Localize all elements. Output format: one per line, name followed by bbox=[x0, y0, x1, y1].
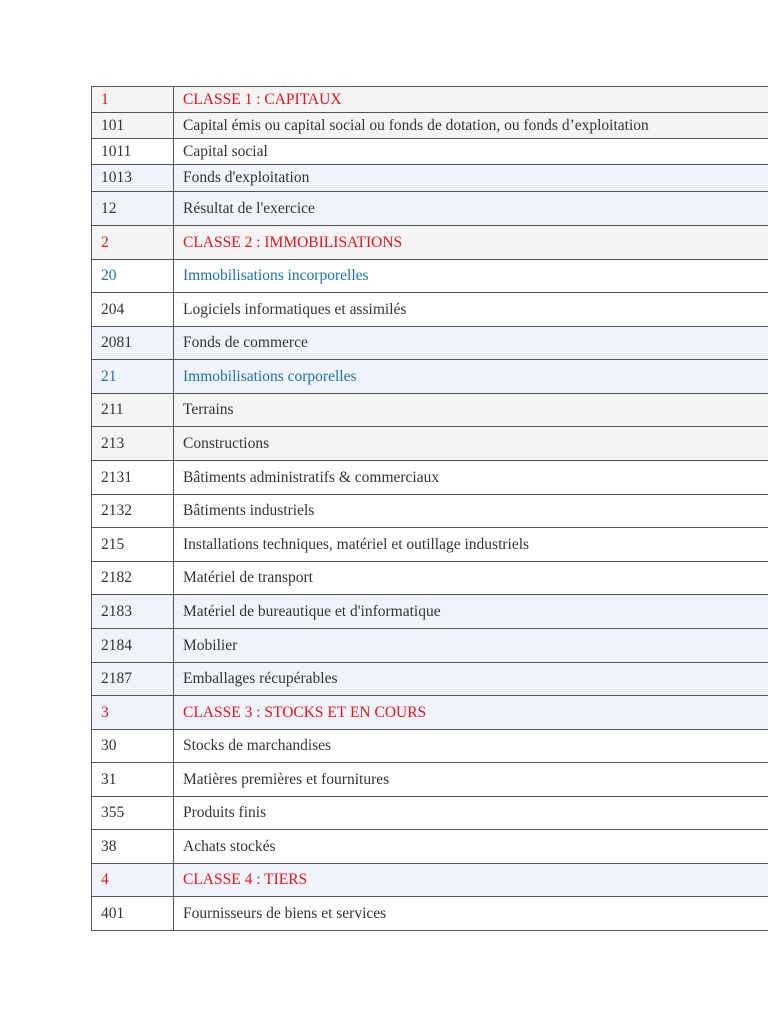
account-code: 20 bbox=[92, 260, 174, 293]
class-header-row bbox=[92, 226, 768, 260]
table-row bbox=[92, 562, 768, 595]
account-code: 2081 bbox=[92, 327, 174, 360]
account-label: Fournisseurs de biens et services bbox=[174, 897, 768, 931]
account-code: 213 bbox=[92, 427, 174, 461]
table-row bbox=[92, 293, 768, 327]
table-body bbox=[92, 87, 768, 931]
account-code: 2183 bbox=[92, 595, 174, 629]
table-row bbox=[92, 897, 768, 931]
account-code: 211 bbox=[92, 394, 174, 427]
account-label: Fonds de commerce bbox=[174, 327, 768, 360]
account-label: CLASSE 3 : STOCKS ET EN COURS bbox=[174, 696, 768, 730]
account-label: Emballages récupérables bbox=[174, 663, 768, 696]
class-header-row bbox=[92, 87, 768, 113]
account-code: 21 bbox=[92, 360, 174, 394]
account-label: Produits finis bbox=[174, 797, 768, 830]
account-code: 38 bbox=[92, 830, 174, 864]
account-code: 2 bbox=[92, 226, 174, 260]
table-row bbox=[92, 327, 768, 360]
account-code: 101 bbox=[92, 113, 174, 139]
account-label: Logiciels informatiques et assimilés bbox=[174, 293, 768, 327]
account-code: 2131 bbox=[92, 461, 174, 495]
class-header-row bbox=[92, 864, 768, 897]
account-label: CLASSE 4 : TIERS bbox=[174, 864, 768, 897]
table-row bbox=[92, 192, 768, 226]
account-code: 2187 bbox=[92, 663, 174, 696]
account-label: Capital social bbox=[174, 139, 768, 165]
table-row bbox=[92, 797, 768, 830]
account-label: Achats stockés bbox=[174, 830, 768, 864]
account-label: Matériel de transport bbox=[174, 562, 768, 595]
account-label: Bâtiments industriels bbox=[174, 495, 768, 528]
table-row bbox=[92, 830, 768, 864]
table-row bbox=[92, 528, 768, 562]
table-row bbox=[92, 495, 768, 528]
account-code: 1013 bbox=[92, 165, 174, 192]
table-row bbox=[92, 763, 768, 797]
table-row bbox=[92, 165, 768, 192]
table-row bbox=[92, 394, 768, 427]
account-label: Immobilisations incorporelles bbox=[174, 260, 768, 293]
account-label: Résultat de l'exercice bbox=[174, 192, 768, 226]
account-label: CLASSE 2 : IMMOBILISATIONS bbox=[174, 226, 768, 260]
account-code: 4 bbox=[92, 864, 174, 897]
table-row bbox=[92, 629, 768, 663]
account-code: 3 bbox=[92, 696, 174, 730]
account-code: 12 bbox=[92, 192, 174, 226]
account-code: 2184 bbox=[92, 629, 174, 663]
account-label: Matériel de bureautique et d'informatique bbox=[174, 595, 768, 629]
table-row bbox=[92, 730, 768, 763]
account-code: 355 bbox=[92, 797, 174, 830]
account-code: 31 bbox=[92, 763, 174, 797]
class-header-row bbox=[92, 696, 768, 730]
table-row bbox=[92, 427, 768, 461]
account-code: 30 bbox=[92, 730, 174, 763]
table-row bbox=[92, 139, 768, 165]
table-row bbox=[92, 663, 768, 696]
table-row bbox=[92, 113, 768, 139]
account-label: Bâtiments administratifs & commerciaux bbox=[174, 461, 768, 495]
account-code: 204 bbox=[92, 293, 174, 327]
account-label: Immobilisations corporelles bbox=[174, 360, 768, 394]
account-code: 2132 bbox=[92, 495, 174, 528]
group-header-row bbox=[92, 360, 768, 394]
account-label: Constructions bbox=[174, 427, 768, 461]
account-label: Stocks de marchandises bbox=[174, 730, 768, 763]
account-code: 215 bbox=[92, 528, 174, 562]
account-label: Fonds d'exploitation bbox=[174, 165, 768, 192]
group-header-row bbox=[92, 260, 768, 293]
account-code: 2182 bbox=[92, 562, 174, 595]
account-label: Installations techniques, matériel et outillage industriels bbox=[174, 528, 768, 562]
account-label: Mobilier bbox=[174, 629, 768, 663]
account-code: 401 bbox=[92, 897, 174, 931]
account-code: 1011 bbox=[92, 139, 174, 165]
table-row bbox=[92, 595, 768, 629]
account-label: Matières premières et fournitures bbox=[174, 763, 768, 797]
account-label: CLASSE 1 : CAPITAUX bbox=[174, 87, 768, 113]
account-label: Terrains bbox=[174, 394, 768, 427]
table-row bbox=[92, 461, 768, 495]
chart-of-accounts-table bbox=[91, 86, 768, 931]
account-label: Capital émis ou capital social ou fonds de dotation, ou fonds d’exploitation bbox=[174, 113, 768, 139]
account-code: 1 bbox=[92, 87, 174, 113]
